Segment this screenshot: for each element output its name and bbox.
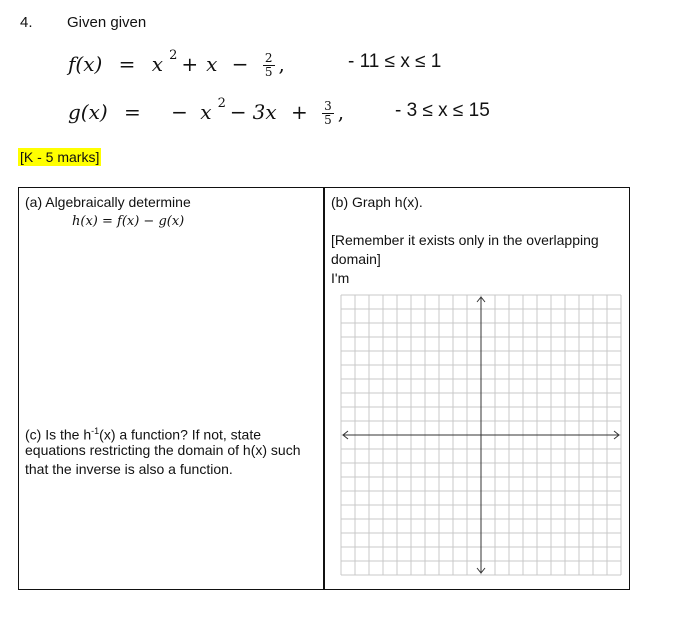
marks-label: [K - 5 marks] — [20, 149, 100, 165]
f-equation — [68, 48, 285, 79]
f-plus: + — [181, 52, 199, 76]
part-c-line1-post: (x) a function? If not, state — [99, 426, 262, 443]
g-equation — [68, 96, 345, 127]
g-comma: , — [337, 100, 345, 124]
f-term1: x — [151, 52, 164, 76]
part-b-note-line2: domain] — [331, 251, 381, 267]
f-lhs: f(x) — [68, 52, 103, 76]
g-plus: + — [291, 100, 308, 124]
g-term1: x — [200, 100, 212, 124]
g-lhs: g(x) — [68, 100, 108, 124]
part-c-line2: equations restricting the domain of h(x) such — [25, 442, 301, 458]
part-b-note-line1: [Remember it exists only in the overlapping — [331, 232, 599, 248]
g-exponent: 2 — [217, 96, 226, 111]
f-equals: = — [118, 52, 136, 76]
g-frac-num: 3 — [324, 99, 332, 113]
f-minus: − — [231, 52, 249, 76]
question-intro: Given given — [67, 14, 147, 31]
part-a-label: (a) Algebraically determine — [25, 194, 191, 210]
graph-grid[interactable] — [340, 294, 622, 576]
g-frac-den: 5 — [324, 113, 332, 127]
part-a-definition: h(x) = f(x) − g(x) — [72, 214, 185, 229]
part-b-label: (b) Graph h(x). — [331, 194, 423, 210]
part-c-line3: that the inverse is also a function. — [25, 461, 233, 477]
f-frac-num: 2 — [264, 51, 273, 65]
f-frac-den: 5 — [264, 65, 273, 79]
f-domain: - 11 ≤ x ≤ 1 — [348, 51, 442, 72]
g-minus: − — [229, 100, 247, 124]
part-c-line1-pre: (c) Is the h — [25, 426, 92, 443]
g-equals: = — [124, 100, 141, 124]
table-divider — [323, 187, 325, 590]
f-comma: , — [278, 52, 285, 76]
question-number: 4. — [20, 14, 33, 31]
part-b-extra: I'm — [331, 270, 350, 286]
g-fraction — [322, 100, 334, 127]
f-fraction — [263, 52, 275, 79]
g-negative: − — [171, 100, 188, 124]
part-c-inverse-exponent: -1 — [91, 426, 100, 436]
g-domain: - 3 ≤ x ≤ 15 — [395, 100, 490, 121]
f-exponent: 2 — [169, 48, 178, 63]
g-term2: 3x — [252, 100, 277, 124]
f-term2: x — [206, 52, 218, 76]
